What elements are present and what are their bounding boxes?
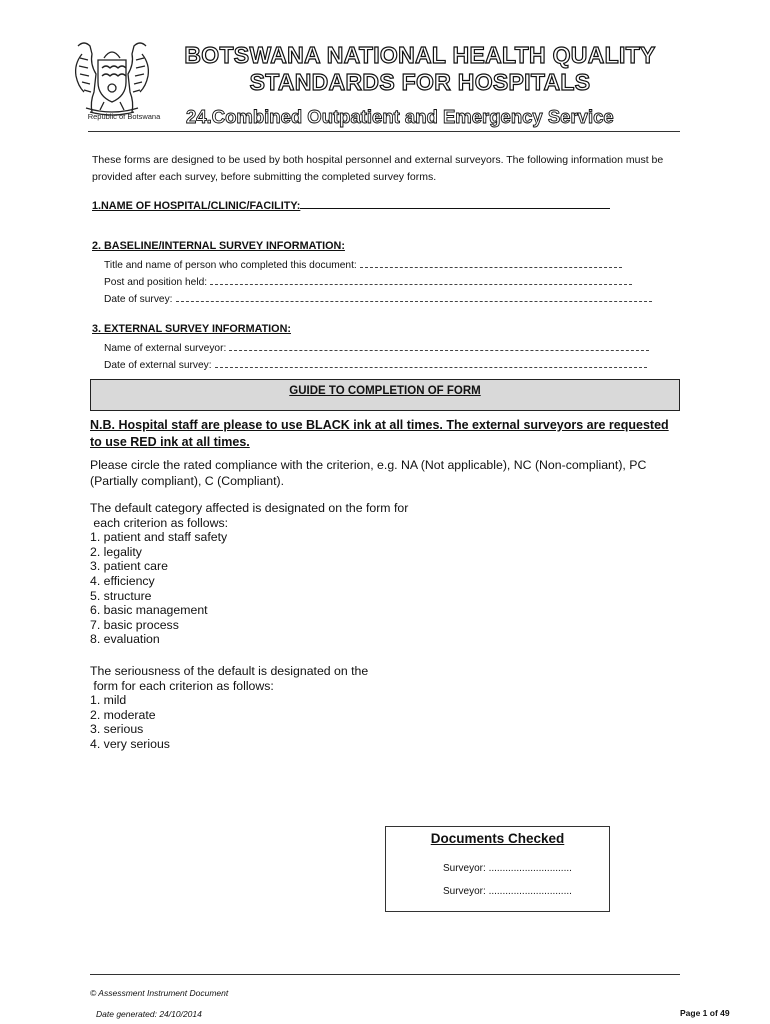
category-intro-line-2: each criterion as follows:: [90, 515, 229, 530]
list-item: 1. mild: [90, 693, 127, 708]
section-internal-survey: [92, 240, 692, 305]
list-item: 2. legality: [90, 544, 142, 559]
section-3-title: 3. EXTERNAL SURVEY INFORMATION:: [92, 323, 291, 335]
surveyor-signature-1[interactable]: Surveyor: ..............................: [443, 863, 572, 874]
seriousness-intro-line-1: The seriousness of the default is designated on the: [90, 664, 369, 678]
title-line-1: BOTSWANA NATIONAL HEALTH QUALITY: [184, 42, 656, 68]
list-item: 5. structure: [90, 588, 152, 603]
footer-date: Date generated: 24/10/2014: [96, 1009, 202, 1019]
header-divider: [88, 131, 680, 132]
documents-checked-title: Documents Checked: [430, 831, 565, 846]
field-label: Title and name of person who completed this document:: [104, 260, 357, 271]
field-label: Date of external survey:: [104, 360, 212, 371]
list-item: 8. evaluation: [90, 632, 160, 647]
list-item: 4. very serious: [90, 736, 170, 751]
ink-instruction: N.B. Hospital staff are please to use BLACK ink at all times. The external surveyors are requested to use RED ink at all times.: [90, 418, 669, 449]
facility-name-field[interactable]: [300, 198, 610, 209]
document-subtitle: 24.Combined Outpatient and Emergency Service: [186, 106, 614, 127]
page-number: Page 1 of 49: [680, 1008, 730, 1018]
seriousness-list: [90, 664, 490, 752]
survey-date-field[interactable]: [104, 288, 692, 305]
list-item: 6. basic management: [90, 603, 208, 618]
post-position-field[interactable]: [104, 271, 692, 288]
list-item: 3. patient care: [90, 559, 168, 574]
circle-compliance-instruction: Please circle the rated compliance with the criterion, e.g. NA (Not applicable), NC (Non-compliant), PC (Partially compliant), C (Compliant).: [90, 458, 647, 488]
list-item: 1. patient and staff safety: [90, 530, 228, 545]
field-line[interactable]: [229, 350, 649, 351]
seriousness-intro-line-2: form for each criterion as follows:: [90, 678, 274, 693]
coat-of-arms-logo: [64, 36, 160, 120]
list-item: 7. basic process: [90, 617, 179, 632]
section-external-survey: [92, 323, 692, 371]
completed-by-field[interactable]: [104, 254, 692, 271]
section-facility-name: [92, 198, 692, 212]
category-list: [90, 501, 490, 647]
footer-note: © Assessment Instrument Document: [90, 988, 229, 998]
list-item: 4. efficiency: [90, 573, 155, 588]
document-title: [150, 42, 690, 96]
external-survey-date-field[interactable]: [104, 354, 692, 371]
documents-checked-box: [385, 826, 610, 912]
field-label: Post and position held:: [104, 277, 208, 288]
list-item: 2. moderate: [90, 707, 156, 722]
footer-divider: [90, 974, 680, 975]
field-line[interactable]: [176, 301, 652, 302]
title-line-2: STANDARDS FOR HOSPITALS: [249, 69, 591, 95]
category-intro-line-1: The default category affected is designated on the form for: [90, 501, 409, 515]
section-2-title: 2. BASELINE/INTERNAL SURVEY INFORMATION:: [92, 240, 345, 252]
list-item: 3. serious: [90, 722, 144, 737]
section-1-title: 1.NAME OF HOSPITAL/CLINIC/FACILITY:: [92, 200, 301, 212]
guide-heading-box: [90, 379, 680, 411]
surveyor-signature-2[interactable]: Surveyor: ..............................: [443, 886, 572, 897]
field-line[interactable]: [215, 367, 647, 368]
coat-of-arms-caption: Republic of Botswana: [87, 112, 161, 121]
guide-title: GUIDE TO COMPLETION OF FORM: [289, 385, 481, 397]
field-label: Name of external surveyor:: [104, 343, 227, 354]
intro-paragraph: These forms are designed to be used by both hospital personnel and external surveyors. The following information must be provided after each survey, before submitting the completed survey forms.: [92, 154, 664, 183]
field-line[interactable]: [360, 267, 622, 268]
external-surveyor-field[interactable]: [104, 337, 692, 354]
field-label: Date of survey:: [104, 294, 173, 305]
field-line[interactable]: [210, 284, 632, 285]
